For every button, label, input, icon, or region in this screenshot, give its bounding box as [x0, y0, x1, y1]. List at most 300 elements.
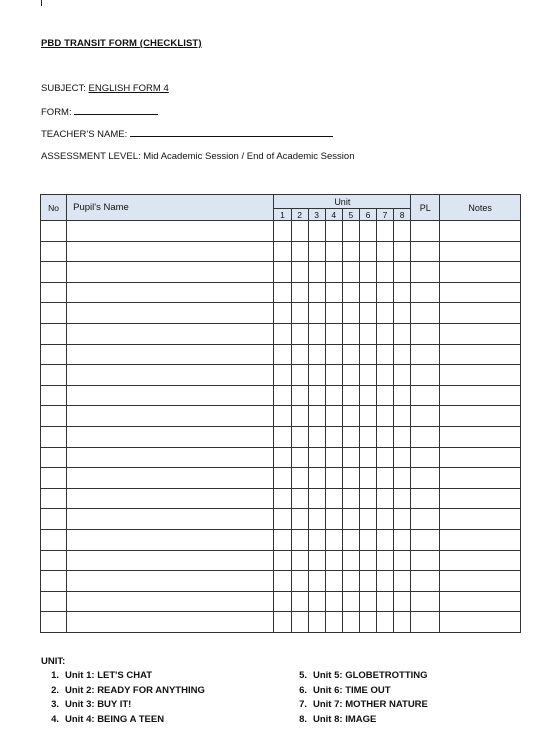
cell-unit-7[interactable]	[377, 447, 394, 468]
cell-pl[interactable]	[411, 241, 440, 262]
cell-unit-8[interactable]	[394, 385, 411, 406]
form-blank-line[interactable]	[74, 106, 158, 115]
cell-unit-5[interactable]	[342, 468, 359, 489]
cell-unit-1[interactable]	[274, 529, 291, 550]
cell-unit-4[interactable]	[325, 447, 342, 468]
cell-unit-5[interactable]	[342, 385, 359, 406]
table-row	[41, 365, 521, 386]
unit-list-item	[289, 685, 521, 700]
table-row	[41, 323, 521, 344]
cell-unit-7[interactable]	[377, 385, 394, 406]
teacher-blank-line[interactable]	[130, 128, 333, 137]
cell-notes[interactable]	[440, 385, 521, 406]
cell-unit-1[interactable]	[274, 468, 291, 489]
cell-notes[interactable]	[440, 282, 521, 303]
cell-unit-3[interactable]	[308, 529, 325, 550]
cell-pupil-name[interactable]	[67, 488, 274, 509]
cell-unit-1[interactable]	[274, 221, 291, 242]
cell-pl[interactable]	[411, 591, 440, 612]
header-unit-number: 2	[291, 209, 308, 221]
cell-unit-6[interactable]	[359, 262, 376, 283]
cell-pupil-name[interactable]	[67, 509, 274, 530]
cell-unit-7[interactable]	[377, 262, 394, 283]
cell-unit-4[interactable]	[325, 282, 342, 303]
cell-unit-3[interactable]	[308, 365, 325, 386]
subject-field	[41, 83, 169, 94]
cell-unit-4[interactable]	[325, 509, 342, 530]
cell-unit-2[interactable]	[291, 344, 308, 365]
cell-unit-4[interactable]	[325, 385, 342, 406]
cell-unit-6[interactable]	[359, 406, 376, 427]
cell-unit-4[interactable]	[325, 426, 342, 447]
cell-pupil-name[interactable]	[67, 385, 274, 406]
unit-number: 8.	[299, 713, 307, 725]
cell-unit-8[interactable]	[394, 303, 411, 324]
cell-unit-1[interactable]	[274, 282, 291, 303]
cell-unit-5[interactable]	[342, 344, 359, 365]
cell-pupil-name[interactable]	[67, 365, 274, 386]
unit-list-item	[289, 714, 521, 729]
cell-unit-3[interactable]	[308, 406, 325, 427]
header-pupil-name: Pupil's Name	[67, 195, 274, 221]
cell-unit-1[interactable]	[274, 344, 291, 365]
units-legend	[41, 656, 521, 728]
text-cursor	[41, 0, 42, 6]
cell-pl[interactable]	[411, 406, 440, 427]
cell-unit-3[interactable]	[308, 488, 325, 509]
cell-unit-3[interactable]	[308, 262, 325, 283]
cell-unit-6[interactable]	[359, 447, 376, 468]
cell-pl[interactable]	[411, 509, 440, 530]
cell-unit-7[interactable]	[377, 509, 394, 530]
cell-unit-2[interactable]	[291, 571, 308, 592]
cell-notes[interactable]	[440, 612, 521, 633]
cell-unit-2[interactable]	[291, 221, 308, 242]
cell-unit-8[interactable]	[394, 488, 411, 509]
cell-unit-3[interactable]	[308, 385, 325, 406]
cell-unit-4[interactable]	[325, 262, 342, 283]
cell-unit-2[interactable]	[291, 468, 308, 489]
cell-notes[interactable]	[440, 550, 521, 571]
cell-no[interactable]	[41, 612, 67, 633]
table-row	[41, 344, 521, 365]
cell-unit-7[interactable]	[377, 591, 394, 612]
cell-notes[interactable]	[440, 241, 521, 262]
table-row	[41, 591, 521, 612]
cell-unit-7[interactable]	[377, 323, 394, 344]
cell-unit-6[interactable]	[359, 221, 376, 242]
cell-unit-8[interactable]	[394, 262, 411, 283]
cell-pupil-name[interactable]	[67, 282, 274, 303]
cell-pl[interactable]	[411, 550, 440, 571]
cell-unit-4[interactable]	[325, 550, 342, 571]
cell-no[interactable]	[41, 241, 67, 262]
cell-unit-6[interactable]	[359, 365, 376, 386]
cell-unit-1[interactable]	[274, 241, 291, 262]
table-row	[41, 447, 521, 468]
cell-unit-7[interactable]	[377, 406, 394, 427]
cell-unit-3[interactable]	[308, 571, 325, 592]
table-row	[41, 571, 521, 592]
cell-unit-3[interactable]	[308, 241, 325, 262]
cell-pupil-name[interactable]	[67, 241, 274, 262]
cell-unit-6[interactable]	[359, 303, 376, 324]
cell-unit-7[interactable]	[377, 344, 394, 365]
cell-unit-8[interactable]	[394, 571, 411, 592]
header-notes: Notes	[440, 195, 521, 221]
cell-unit-1[interactable]	[274, 488, 291, 509]
cell-unit-5[interactable]	[342, 221, 359, 242]
cell-notes[interactable]	[440, 447, 521, 468]
cell-unit-1[interactable]	[274, 323, 291, 344]
cell-unit-7[interactable]	[377, 365, 394, 386]
cell-unit-7[interactable]	[377, 529, 394, 550]
cell-unit-8[interactable]	[394, 468, 411, 489]
cell-unit-8[interactable]	[394, 344, 411, 365]
table-row	[41, 303, 521, 324]
cell-unit-5[interactable]	[342, 509, 359, 530]
cell-unit-3[interactable]	[308, 612, 325, 633]
cell-notes[interactable]	[440, 509, 521, 530]
cell-pupil-name[interactable]	[67, 612, 274, 633]
cell-pl[interactable]	[411, 303, 440, 324]
cell-unit-2[interactable]	[291, 365, 308, 386]
cell-unit-2[interactable]	[291, 426, 308, 447]
cell-pl[interactable]	[411, 488, 440, 509]
cell-unit-3[interactable]	[308, 447, 325, 468]
cell-unit-2[interactable]	[291, 303, 308, 324]
cell-pl[interactable]	[411, 282, 440, 303]
header-unit-number: 3	[308, 209, 325, 221]
cell-notes[interactable]	[440, 529, 521, 550]
cell-no[interactable]	[41, 529, 67, 550]
cell-unit-7[interactable]	[377, 550, 394, 571]
cell-unit-6[interactable]	[359, 468, 376, 489]
cell-unit-1[interactable]	[274, 426, 291, 447]
cell-no[interactable]	[41, 591, 67, 612]
cell-unit-4[interactable]	[325, 344, 342, 365]
cell-unit-3[interactable]	[308, 550, 325, 571]
table-row	[41, 406, 521, 427]
unit-number: 7.	[299, 699, 307, 711]
cell-pl[interactable]	[411, 365, 440, 386]
cell-unit-4[interactable]	[325, 571, 342, 592]
units-list	[41, 670, 521, 728]
cell-pl[interactable]	[411, 385, 440, 406]
unit-number: 4.	[51, 713, 59, 725]
cell-pupil-name[interactable]	[67, 406, 274, 427]
cell-notes[interactable]	[440, 344, 521, 365]
cell-unit-8[interactable]	[394, 406, 411, 427]
teacher-field	[41, 128, 333, 140]
unit-label: Unit 4: BEING A TEEN	[65, 713, 165, 725]
cell-pl[interactable]	[411, 426, 440, 447]
cell-unit-2[interactable]	[291, 488, 308, 509]
cell-unit-5[interactable]	[342, 426, 359, 447]
cell-unit-6[interactable]	[359, 385, 376, 406]
unit-list-item	[41, 685, 289, 700]
cell-unit-7[interactable]	[377, 426, 394, 447]
table-row	[41, 282, 521, 303]
cell-pl[interactable]	[411, 221, 440, 242]
table-row	[41, 529, 521, 550]
cell-unit-3[interactable]	[308, 282, 325, 303]
cell-unit-2[interactable]	[291, 612, 308, 633]
header-unit-number: 1	[274, 209, 291, 221]
cell-unit-5[interactable]	[342, 571, 359, 592]
cell-unit-8[interactable]	[394, 323, 411, 344]
cell-pl[interactable]	[411, 571, 440, 592]
checklist-body	[41, 221, 521, 633]
unit-list-item	[41, 699, 289, 714]
unit-number: 5.	[299, 670, 307, 681]
form-label: FORM:	[41, 107, 72, 118]
cell-pl[interactable]	[411, 262, 440, 283]
cell-notes[interactable]	[440, 426, 521, 447]
cell-pupil-name[interactable]	[67, 550, 274, 571]
cell-unit-3[interactable]	[308, 323, 325, 344]
cell-unit-4[interactable]	[325, 591, 342, 612]
cell-unit-4[interactable]	[325, 303, 342, 324]
cell-unit-6[interactable]	[359, 550, 376, 571]
cell-unit-3[interactable]	[308, 303, 325, 324]
cell-unit-7[interactable]	[377, 468, 394, 489]
cell-no[interactable]	[41, 323, 67, 344]
cell-unit-4[interactable]	[325, 365, 342, 386]
cell-unit-7[interactable]	[377, 241, 394, 262]
cell-no[interactable]	[41, 282, 67, 303]
unit-number: 1.	[51, 670, 59, 681]
unit-label: Unit 7: MOTHER NATURE	[313, 699, 428, 711]
assessment-label: ASSESSMENT LEVEL:	[41, 151, 141, 162]
cell-unit-3[interactable]	[308, 221, 325, 242]
cell-unit-1[interactable]	[274, 591, 291, 612]
cell-notes[interactable]	[440, 221, 521, 242]
cell-unit-4[interactable]	[325, 241, 342, 262]
cell-no[interactable]	[41, 221, 67, 242]
header-unit: Unit	[274, 195, 411, 209]
cell-pupil-name[interactable]	[67, 323, 274, 344]
cell-unit-6[interactable]	[359, 529, 376, 550]
cell-notes[interactable]	[440, 303, 521, 324]
cell-no[interactable]	[41, 303, 67, 324]
cell-unit-4[interactable]	[325, 468, 342, 489]
cell-unit-2[interactable]	[291, 591, 308, 612]
cell-unit-5[interactable]	[342, 241, 359, 262]
cell-unit-3[interactable]	[308, 426, 325, 447]
cell-unit-1[interactable]	[274, 550, 291, 571]
cell-unit-2[interactable]	[291, 447, 308, 468]
cell-unit-2[interactable]	[291, 550, 308, 571]
cell-unit-1[interactable]	[274, 406, 291, 427]
cell-unit-7[interactable]	[377, 612, 394, 633]
cell-unit-2[interactable]	[291, 406, 308, 427]
cell-unit-5[interactable]	[342, 282, 359, 303]
cell-unit-3[interactable]	[308, 509, 325, 530]
cell-unit-1[interactable]	[274, 612, 291, 633]
cell-unit-6[interactable]	[359, 612, 376, 633]
unit-number: 2.	[51, 684, 59, 696]
cell-unit-2[interactable]	[291, 385, 308, 406]
unit-list-item	[289, 670, 521, 685]
unit-list-item	[289, 699, 521, 714]
cell-unit-7[interactable]	[377, 571, 394, 592]
cell-unit-6[interactable]	[359, 241, 376, 262]
cell-notes[interactable]	[440, 468, 521, 489]
cell-unit-5[interactable]	[342, 262, 359, 283]
cell-unit-6[interactable]	[359, 344, 376, 365]
cell-unit-1[interactable]	[274, 571, 291, 592]
cell-pl[interactable]	[411, 323, 440, 344]
cell-unit-5[interactable]	[342, 591, 359, 612]
header-no: No	[41, 195, 67, 221]
cell-unit-2[interactable]	[291, 282, 308, 303]
cell-unit-5[interactable]	[342, 447, 359, 468]
cell-unit-8[interactable]	[394, 282, 411, 303]
cell-pl[interactable]	[411, 344, 440, 365]
cell-unit-8[interactable]	[394, 529, 411, 550]
cell-unit-2[interactable]	[291, 262, 308, 283]
cell-unit-6[interactable]	[359, 509, 376, 530]
cell-notes[interactable]	[440, 571, 521, 592]
cell-unit-8[interactable]	[394, 241, 411, 262]
cell-no[interactable]	[41, 385, 67, 406]
cell-unit-2[interactable]	[291, 323, 308, 344]
cell-unit-4[interactable]	[325, 221, 342, 242]
cell-notes[interactable]	[440, 365, 521, 386]
subject-label: SUBJECT:	[41, 83, 86, 94]
header-unit-number: 4	[325, 209, 342, 221]
cell-unit-2[interactable]	[291, 529, 308, 550]
cell-no[interactable]	[41, 262, 67, 283]
cell-unit-8[interactable]	[394, 612, 411, 633]
cell-no[interactable]	[41, 550, 67, 571]
cell-unit-8[interactable]	[394, 426, 411, 447]
cell-unit-8[interactable]	[394, 221, 411, 242]
table-row	[41, 468, 521, 489]
cell-unit-2[interactable]	[291, 241, 308, 262]
cell-unit-5[interactable]	[342, 365, 359, 386]
cell-unit-4[interactable]	[325, 488, 342, 509]
cell-no[interactable]	[41, 488, 67, 509]
cell-no[interactable]	[41, 509, 67, 530]
cell-unit-6[interactable]	[359, 282, 376, 303]
cell-unit-8[interactable]	[394, 591, 411, 612]
cell-unit-1[interactable]	[274, 365, 291, 386]
cell-unit-3[interactable]	[308, 344, 325, 365]
cell-unit-3[interactable]	[308, 591, 325, 612]
cell-unit-5[interactable]	[342, 303, 359, 324]
subject-value: ENGLISH FORM 4	[88, 83, 169, 94]
cell-pupil-name[interactable]	[67, 591, 274, 612]
unit-number: 6.	[299, 684, 307, 696]
cell-notes[interactable]	[440, 323, 521, 344]
cell-unit-2[interactable]	[291, 509, 308, 530]
cell-pl[interactable]	[411, 447, 440, 468]
cell-unit-8[interactable]	[394, 509, 411, 530]
cell-unit-6[interactable]	[359, 488, 376, 509]
cell-unit-5[interactable]	[342, 406, 359, 427]
form-field	[41, 106, 158, 118]
document-title: PBD TRANSIT FORM (CHECKLIST)	[41, 38, 202, 49]
unit-label: Unit 2: READY FOR ANYTHING	[65, 684, 205, 696]
cell-unit-7[interactable]	[377, 282, 394, 303]
unit-label: Unit 6: TIME OUT	[313, 684, 391, 696]
unit-label: Unit 3: BUY IT!	[65, 699, 132, 711]
cell-no[interactable]	[41, 426, 67, 447]
cell-unit-7[interactable]	[377, 488, 394, 509]
cell-unit-1[interactable]	[274, 385, 291, 406]
cell-unit-6[interactable]	[359, 571, 376, 592]
cell-notes[interactable]	[440, 591, 521, 612]
cell-notes[interactable]	[440, 406, 521, 427]
cell-unit-8[interactable]	[394, 550, 411, 571]
cell-unit-4[interactable]	[325, 323, 342, 344]
cell-notes[interactable]	[440, 262, 521, 283]
cell-unit-6[interactable]	[359, 323, 376, 344]
cell-pupil-name[interactable]	[67, 221, 274, 242]
cell-pl[interactable]	[411, 529, 440, 550]
cell-pupil-name[interactable]	[67, 529, 274, 550]
cell-unit-5[interactable]	[342, 488, 359, 509]
cell-no[interactable]	[41, 447, 67, 468]
table-row	[41, 509, 521, 530]
unit-list-item	[41, 714, 289, 729]
cell-unit-1[interactable]	[274, 303, 291, 324]
cell-unit-1[interactable]	[274, 447, 291, 468]
units-heading: UNIT:	[41, 656, 66, 667]
cell-no[interactable]	[41, 571, 67, 592]
table-row	[41, 612, 521, 633]
cell-unit-4[interactable]	[325, 529, 342, 550]
table-row	[41, 262, 521, 283]
cell-no[interactable]	[41, 406, 67, 427]
cell-pupil-name[interactable]	[67, 303, 274, 324]
cell-unit-8[interactable]	[394, 365, 411, 386]
cell-pupil-name[interactable]	[67, 344, 274, 365]
cell-pupil-name[interactable]	[67, 262, 274, 283]
table-row	[41, 426, 521, 447]
cell-unit-1[interactable]	[274, 509, 291, 530]
cell-unit-1[interactable]	[274, 262, 291, 283]
cell-pupil-name[interactable]	[67, 571, 274, 592]
cell-unit-6[interactable]	[359, 591, 376, 612]
cell-unit-5[interactable]	[342, 529, 359, 550]
cell-unit-5[interactable]	[342, 550, 359, 571]
cell-unit-6[interactable]	[359, 426, 376, 447]
assessment-field	[41, 151, 354, 162]
cell-unit-4[interactable]	[325, 612, 342, 633]
assessment-value: Mid Academic Session / End of Academic Session	[143, 151, 355, 162]
cell-unit-8[interactable]	[394, 447, 411, 468]
table-row	[41, 221, 521, 242]
cell-no[interactable]	[41, 365, 67, 386]
cell-unit-5[interactable]	[342, 323, 359, 344]
cell-no[interactable]	[41, 468, 67, 489]
cell-unit-4[interactable]	[325, 406, 342, 427]
cell-pupil-name[interactable]	[67, 426, 274, 447]
cell-notes[interactable]	[440, 488, 521, 509]
cell-pupil-name[interactable]	[67, 447, 274, 468]
cell-pupil-name[interactable]	[67, 468, 274, 489]
cell-pl[interactable]	[411, 468, 440, 489]
cell-unit-5[interactable]	[342, 612, 359, 633]
cell-pl[interactable]	[411, 612, 440, 633]
cell-no[interactable]	[41, 344, 67, 365]
cell-unit-7[interactable]	[377, 221, 394, 242]
cell-unit-7[interactable]	[377, 303, 394, 324]
cell-unit-3[interactable]	[308, 468, 325, 489]
